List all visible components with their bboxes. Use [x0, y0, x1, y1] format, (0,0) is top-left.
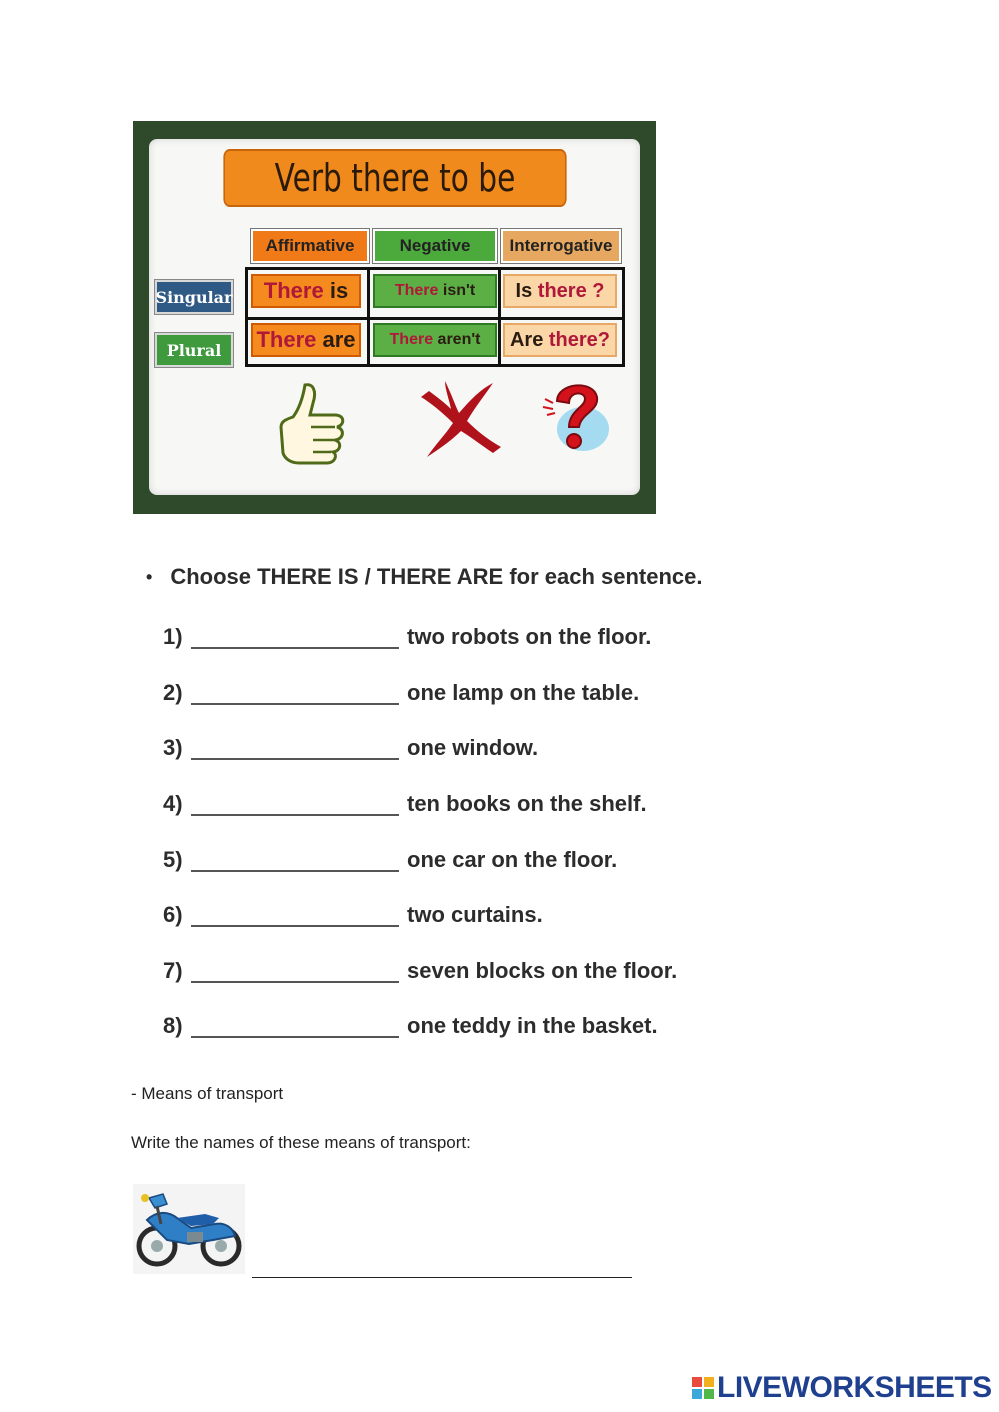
instruction-text: Choose THERE IS / THERE ARE for each sentence. [170, 564, 703, 589]
item-text: ten books on the shelf. [407, 791, 647, 816]
logo-mark-icon [692, 1377, 714, 1399]
answer-blank[interactable] [191, 959, 399, 983]
item-number: 2) [163, 680, 183, 705]
item-text: one car on the floor. [407, 847, 618, 872]
answer-blank[interactable] [191, 903, 399, 927]
answer-blank[interactable] [191, 1014, 399, 1038]
word: There [263, 278, 324, 303]
cell-plural-interrogative [503, 323, 617, 357]
answer-blank[interactable] [191, 681, 399, 705]
exercise-item [163, 733, 538, 763]
header-negative: Negative [373, 229, 497, 263]
logo-text: LIVEWORKSHEETS [717, 1371, 992, 1404]
thumbs-up-icon [277, 379, 353, 469]
grid-divider [248, 317, 622, 320]
word: there ? [537, 279, 605, 302]
word: Is [515, 279, 533, 302]
grammar-poster [133, 121, 656, 514]
item-number: 7) [163, 958, 183, 983]
answer-blank[interactable] [191, 736, 399, 760]
transport-instruction: Write the names of these means of transport: [131, 1133, 471, 1152]
item-number: 5) [163, 847, 183, 872]
word: There [256, 327, 317, 352]
poster-panel [149, 139, 640, 495]
liveworksheets-logo [692, 1372, 992, 1404]
item-text: one window. [407, 735, 539, 760]
word: is [329, 278, 349, 303]
item-text: one teddy in the basket. [407, 1013, 658, 1038]
word: Are [509, 328, 544, 351]
cell-plural-affirmative [251, 323, 361, 357]
label-plural: Plural [155, 333, 233, 367]
word: There [394, 282, 439, 299]
exercise-item [163, 900, 543, 930]
cell-singular-interrogative [503, 274, 617, 308]
motorcycle-icon [133, 1184, 245, 1274]
item-number: 6) [163, 902, 183, 927]
exercise-item [163, 789, 647, 819]
answer-blank[interactable] [191, 792, 399, 816]
item-text: seven blocks on the floor. [407, 958, 678, 983]
item-number: 1) [163, 624, 183, 649]
item-number: 8) [163, 1013, 183, 1038]
item-number: 4) [163, 791, 183, 816]
answer-blank[interactable] [191, 848, 399, 872]
cross-icon [415, 377, 505, 459]
exercise-item [163, 956, 677, 986]
label-singular: Singular [155, 280, 233, 314]
exercise-item [163, 1011, 658, 1041]
answer-line[interactable] [252, 1277, 632, 1278]
answer-blank[interactable] [191, 625, 399, 649]
item-number: 3) [163, 735, 183, 760]
word: There [389, 331, 434, 348]
header-affirmative: Affirmative [251, 229, 369, 263]
item-text: one lamp on the table. [407, 680, 640, 705]
item-text: two robots on the floor. [407, 624, 652, 649]
cell-singular-negative [373, 274, 497, 308]
exercise-item [163, 622, 651, 652]
poster-title: Verb there to be [223, 149, 566, 207]
word: isn't [442, 282, 476, 299]
word: there? [548, 328, 611, 351]
exercise-item [163, 678, 639, 708]
bullet: • [146, 566, 153, 587]
word: are [322, 327, 356, 352]
exercise-instruction [146, 564, 703, 590]
question-mark-icon [535, 373, 615, 459]
item-text: two curtains. [407, 902, 543, 927]
cell-singular-affirmative [251, 274, 361, 308]
section-heading: - Means of transport [131, 1084, 284, 1103]
cell-plural-negative [373, 323, 497, 357]
header-interrogative: Interrogative [501, 229, 621, 263]
exercise-item [163, 845, 617, 875]
word: aren't [437, 331, 481, 348]
